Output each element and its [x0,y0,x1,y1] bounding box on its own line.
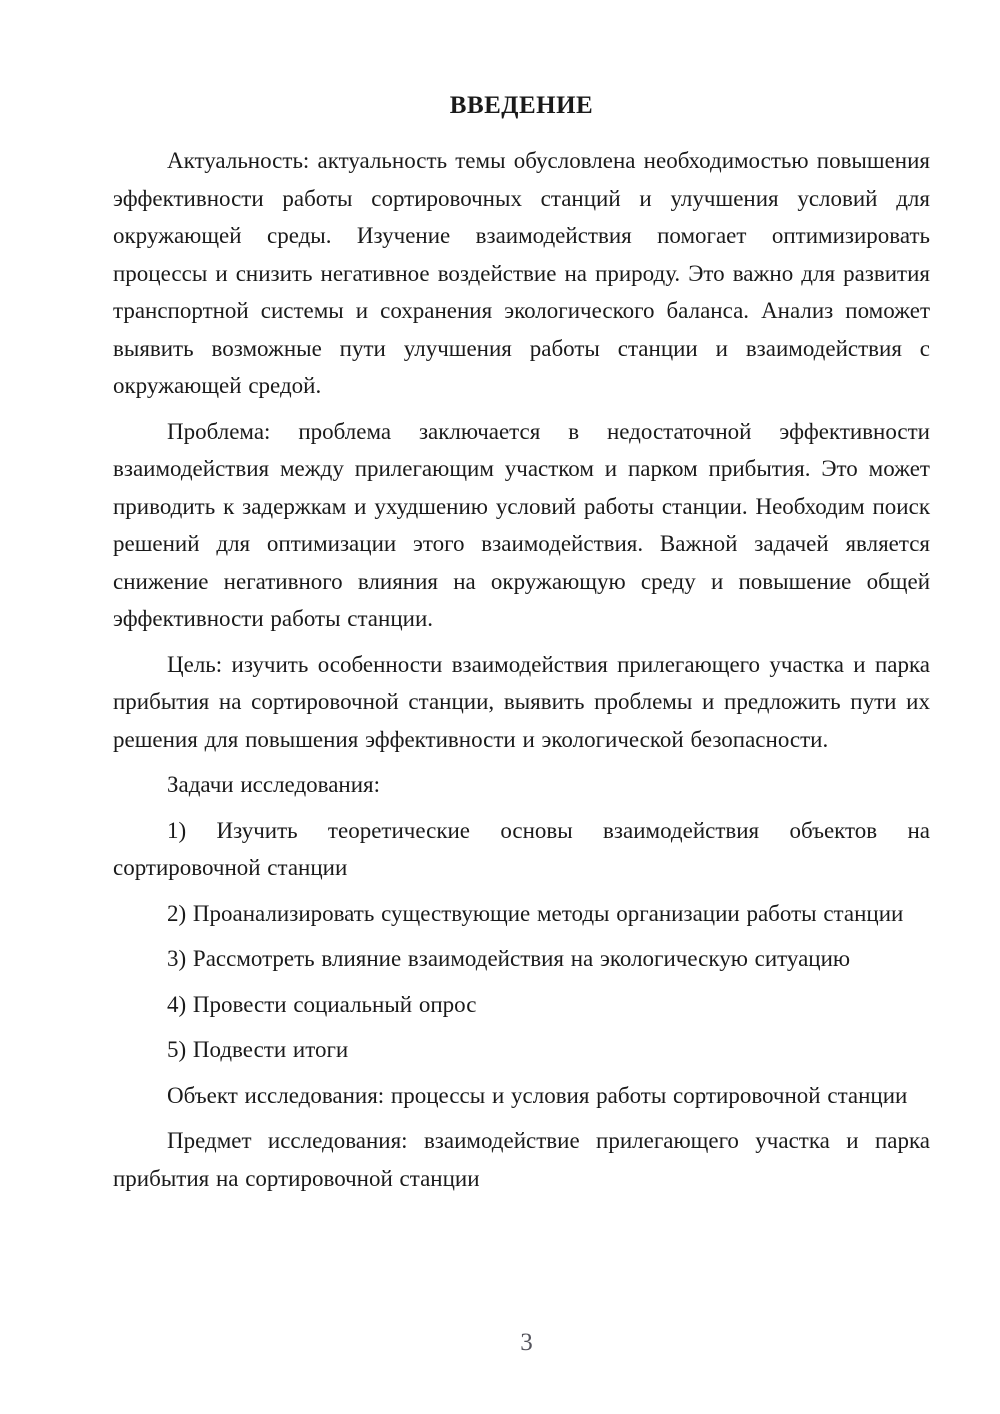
paragraph-task-5: 5) Подвести итоги [167,1037,349,1062]
paragraph-research-subject: Предмет исследования: взаимодействие прилегающего участка и парка прибытия на сортировочной станции [113,1128,930,1191]
paragraph-problem: Проблема: проблема заключается в недостаточной эффективности взаимодействия между прилегающим участком и парком прибытия. Это может приводить к задержкам и ухудшению условий работы станции. Необходим поиск решений для оптимизации этого взаимодействия. Важной задачей является снижение негативного влияния на окружающую среду и повышение общей эффективности работы станции. [113,418,930,631]
paragraph-actuality: Актуальность: актуальность темы обусловлена необходимостью повышения эффективности работы сортировочных станций и улучшения условий для окружающей среды. Изучение взаимодействия помогает оптимизировать процессы и снизить негативное воздействие на природу. Это важно для развития транспортной системы и сохранения экологического баланса. Анализ поможет выявить возможные пути улучшения работы станции и взаимодействия с окружающей средой. [113,148,930,398]
section-title: ВВЕДЕНИЕ [449,92,594,119]
paragraph-goal: Цель: изучить особенности взаимодействия прилегающего участка и парка прибытия на сортировочной станции, выявить проблемы и предложить пути их решения для повышения эффективности и экологической безопасности. [113,651,930,752]
text-column [113,0,930,1205]
paragraph-research-object: Объект исследования: процессы и условия работы сортировочной станции [167,1082,908,1108]
page-number: 3 [520,1329,533,1356]
paragraph-task-3: 3) Рассмотреть влияние взаимодействия на экологическую ситуацию [167,946,851,971]
paragraph-task-2: 2) Проанализировать существующие методы организации работы станции [167,900,904,926]
paragraph-task-4: 4) Провести социальный опрос [167,991,477,1017]
paragraph-task-1: 1) Изучить теоретические основы взаимодействия объектов на сортировочной станции [113,817,930,880]
paragraph-tasks-heading: Задачи исследования: [167,772,381,797]
